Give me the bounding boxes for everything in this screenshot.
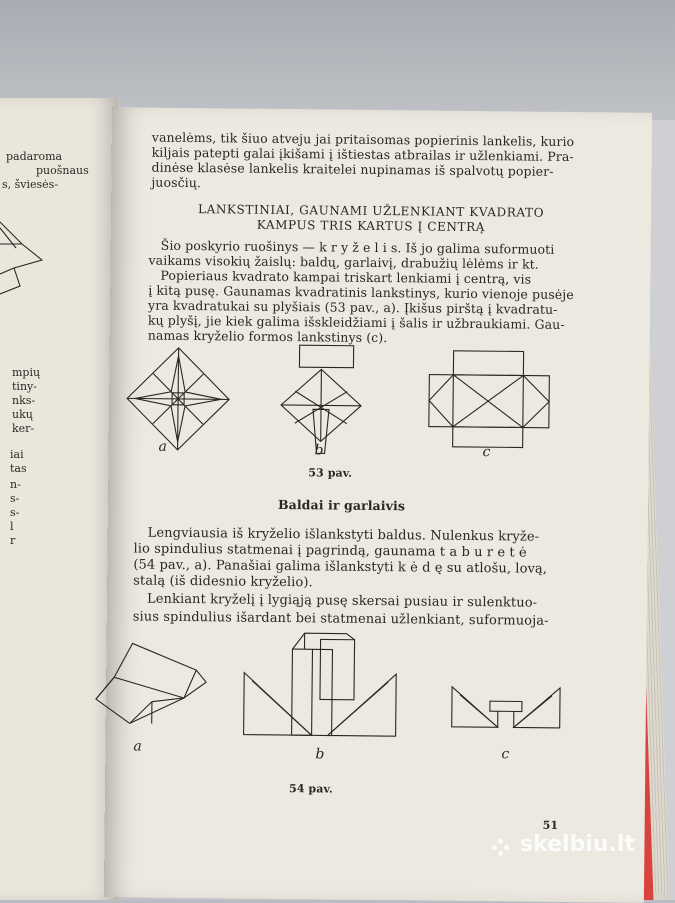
intro-line: juosčių. (151, 175, 201, 191)
figure-54a (92, 639, 217, 730)
figure-caption: 54 pav. (289, 781, 333, 796)
figure-54c (450, 683, 563, 734)
left-line: nks- (12, 394, 35, 408)
paragraph-line: Lenkiant kryželį į lygiąją pusę skersai pusiau ir sulenktuo- (147, 592, 537, 611)
left-line: tiny- (12, 380, 37, 394)
left-line: ker- (12, 422, 34, 436)
figure-caption: 53 pav. (308, 465, 352, 480)
page-number: 51 (543, 818, 559, 833)
watermark-text: skelbiu.lt (520, 832, 635, 857)
watermark-logo-icon (492, 836, 516, 860)
paragraph-line: Šio poskyrio ruošinys — k r y ž e l i s. Iš jo galima suformuoti (161, 238, 555, 257)
figure-label: a (133, 739, 142, 754)
paragraph-line: sius spindulius išardant bei statmenai užlenkiant, suformuoja- (133, 609, 549, 628)
subheading: Baldai ir garlaivis (278, 497, 405, 513)
figure-label: c (501, 747, 509, 762)
section-heading: LANKSTINIAI, GAUNAMI UŽLENKIANT KVADRATO (151, 202, 591, 222)
paragraph-line: Popieriaus kvadrato kampai triskart lenkiami į centrą, vis (160, 268, 531, 287)
left-line: s- (10, 506, 19, 520)
left-line: iai (10, 448, 24, 462)
paragraph-line: į kitą pusę. Gaunamas kvadratinis lankstinys, kurio vienoje pusėje (148, 283, 574, 302)
figure-53a (123, 345, 234, 456)
left-line: mpių (12, 366, 40, 380)
figure-label: b (314, 443, 323, 458)
intro-line: kiljais patepti galai įkišami į ištiestas atbrailas ir užlenkiami. Pra- (152, 145, 574, 164)
section-heading: KAMPUS TRIS KARTUS Į CENTRĄ (151, 217, 591, 237)
paragraph-line: lio spindulius statmenai į pagrindą, gaunama t a b u r e t ė (133, 541, 526, 560)
right-page (104, 107, 652, 903)
intro-line: vanelėms, tik šiuo atveju jai pritaisomas popierinis lankelis, kurio (152, 130, 575, 149)
left-line: s- (10, 492, 19, 506)
left-page (0, 98, 119, 900)
left-line: r (10, 534, 15, 548)
paragraph-line: yra kvadratukai su plyšiais (53 pav., a). Įkišus pirštą į kvadratu- (148, 298, 558, 317)
paragraph-line: (54 pav., a). Panašiai galima išlankstyti k ė d ę su atlošu, lovą, (133, 557, 547, 576)
figure-label: c (482, 445, 490, 460)
paragraph-line: Lengviausia iš kryželio išlankstyti baldus. Nulenkus kryže- (148, 526, 540, 545)
figure-53c (427, 349, 552, 450)
figure-label: a (159, 440, 168, 455)
left-line: ukų (12, 408, 33, 422)
paragraph-line: namas kryželio formos lankstinys (c). (148, 328, 388, 346)
left-figure-fragment (0, 208, 60, 298)
left-line: tas (10, 462, 27, 476)
left-line: s, šviesės- (2, 178, 58, 192)
figure-label: b (315, 747, 324, 762)
left-line: l (10, 520, 14, 534)
paragraph-line: stalą (iš didesnio kryželio). (133, 573, 313, 590)
paragraph-line: vaikams visokių žaislų: baldų, garlaivį, drabužių lėlėms ir kt. (148, 253, 538, 272)
left-line: padaroma (6, 150, 62, 164)
left-line: puošnaus (36, 164, 89, 178)
left-line: n- (10, 478, 21, 492)
intro-line: dinėse klasėse lankelis kraitelei nupinamas iš spalvotų popier- (151, 160, 553, 179)
figure-54b (242, 629, 399, 741)
paragraph-line: kų plyšį, jie kiek galima išskleidžiami į šalis ir užbraukiami. Gau- (148, 313, 565, 332)
